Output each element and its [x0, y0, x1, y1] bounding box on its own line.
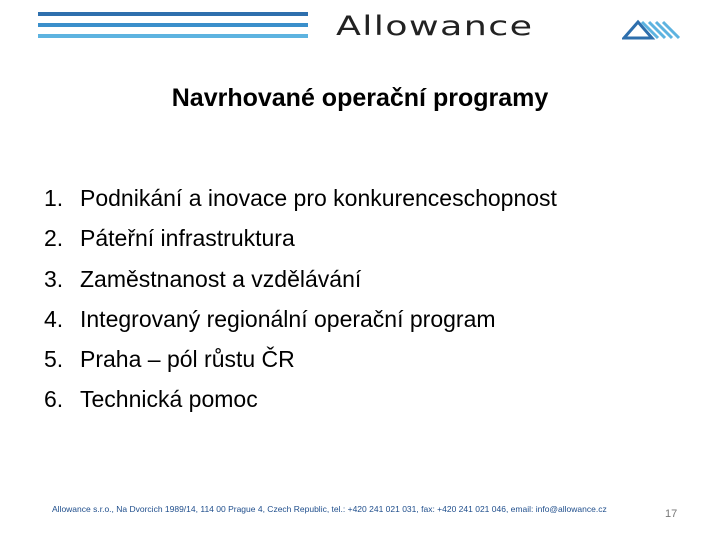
item-text: Technická pomoc: [80, 386, 258, 413]
item-number: 4.: [44, 305, 64, 332]
item-number: 5.: [44, 346, 64, 373]
item-text: Podnikání a inovace pro konkurenceschopnost: [80, 185, 557, 211]
program-list: [44, 178, 557, 420]
logo-triangle-icon: [622, 18, 682, 40]
item-number: 6.: [44, 386, 64, 413]
allowance-logo: [336, 11, 534, 42]
list-item: [44, 178, 557, 218]
item-number: 2.: [44, 225, 64, 252]
item-text: Praha – pól růstu ČR: [80, 346, 295, 373]
item-text: Páteřní infrastruktura: [80, 225, 295, 252]
list-item: [44, 299, 557, 339]
logo-text: Allowance: [336, 11, 534, 42]
header-stripe: [38, 12, 308, 16]
footer-contact: Allowance s.r.o., Na Dvorcich 1989/14, 114 00 Prague 4, Czech Republic, tel.: +420 241 021 031, fax: +420 241 021 046, email: info@allowance.cz: [52, 504, 607, 514]
item-text: Zaměstnanost a vzdělávání: [80, 265, 362, 292]
list-item: [44, 339, 557, 379]
header-stripe: [38, 34, 308, 38]
list-item: [44, 379, 557, 419]
list-item: [44, 218, 557, 258]
header-stripe: [38, 23, 308, 27]
page-number: 17: [665, 508, 678, 520]
list-item: [44, 259, 557, 299]
item-text: Integrovaný regionální operační program: [80, 305, 496, 332]
slide-title: Navrhované operační programy: [171, 84, 549, 112]
item-number: 3.: [44, 265, 64, 292]
item-number: 1.: [44, 185, 64, 211]
